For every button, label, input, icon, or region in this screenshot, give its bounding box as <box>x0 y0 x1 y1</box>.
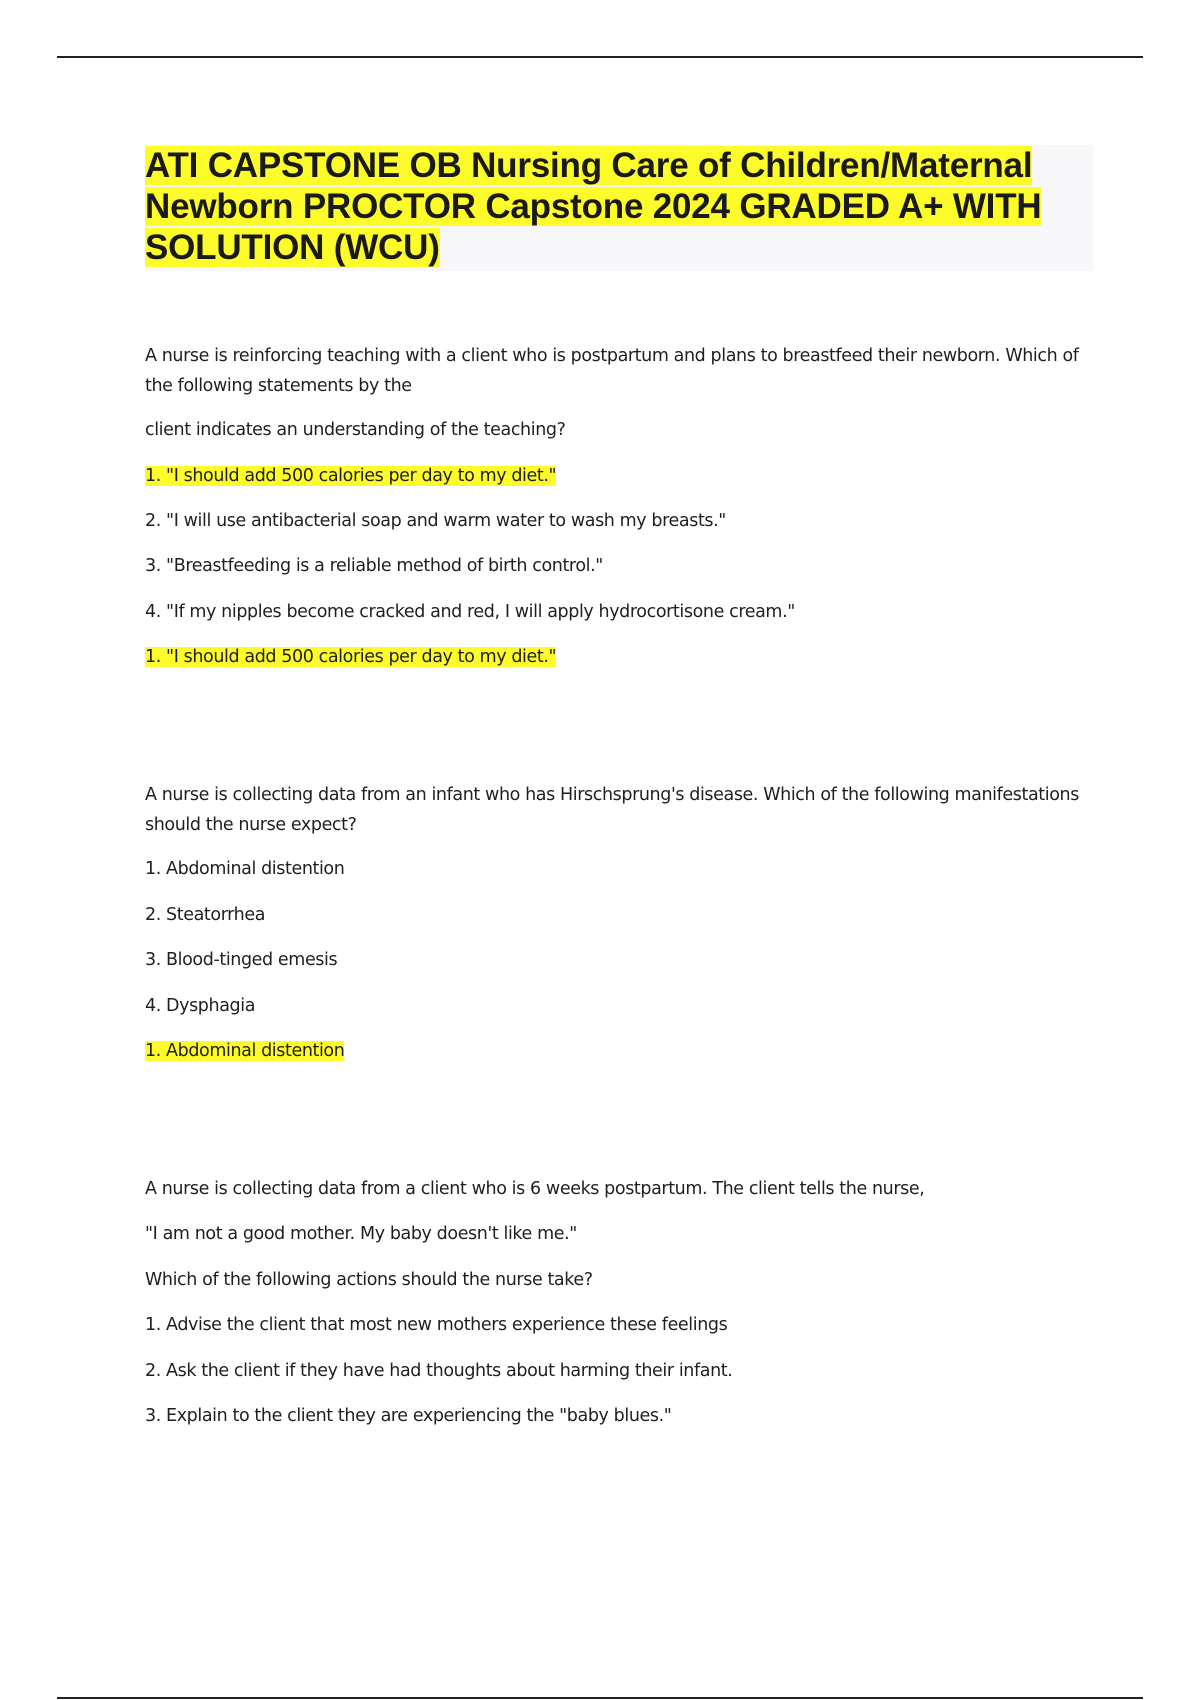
question-2-stem: A nurse is collecting data from an infant who has Hirschsprung's disease. Which of the following manifestations should the nurse expect? <box>145 785 1079 835</box>
question-1-option-1-text: 1. "I should add 500 calories per day to my diet." <box>145 466 557 486</box>
bottom-rule <box>57 1697 1143 1699</box>
question-1-option-2: 2. "I will use antibacterial soap and warm water to wash my breasts." <box>145 511 726 531</box>
document-title-block <box>145 145 1093 271</box>
document-title <box>145 145 1093 268</box>
question-3-option-3: 3. Explain to the client they are experiencing the "baby blues." <box>145 1406 672 1426</box>
question-1-option-4: 4. "If my nipples become cracked and red, I will apply hydrocortisone cream." <box>145 602 795 622</box>
question-2-option-2: 2. Steatorrhea <box>145 905 266 925</box>
question-2-option-3: 3. Blood-tinged emesis <box>145 950 338 970</box>
question-2-answer-text: 1. Abdominal distention <box>145 1041 345 1061</box>
question-1-option-3: 3. "Breastfeeding is a reliable method of birth control." <box>145 556 603 576</box>
question-1-stem-line-1: A nurse is reinforcing teaching with a client who is postpartum and plans to breastfeed their newborn. Which of the following statements by the <box>145 346 1079 396</box>
question-1-option-1 <box>145 461 1085 491</box>
question-2-option-1: 1. Abdominal distention <box>145 859 345 879</box>
document-title-text: ATI CAPSTONE OB Nursing Care of Children/Maternal Newborn PROCTOR Capstone 2024 GRADED A+ WITH SOLUTION (WCU) <box>145 146 1042 267</box>
question-3-stem-line-1: A nurse is collecting data from a client who is 6 weeks postpartum. The client tells the nurse, <box>145 1179 925 1199</box>
question-1-answer-text: 1. "I should add 500 calories per day to my diet." <box>145 647 557 667</box>
question-2-option-4: 4. Dysphagia <box>145 996 256 1016</box>
question-3-stem-line-3: Which of the following actions should the nurse take? <box>145 1270 593 1290</box>
question-3-stem-line-2: "I am not a good mother. My baby doesn't like me." <box>145 1224 577 1244</box>
question-2-answer <box>145 1036 1085 1066</box>
top-rule <box>57 56 1143 58</box>
question-1-answer <box>145 642 1085 672</box>
question-3-option-2: 2. Ask the client if they have had thoughts about harming their infant. <box>145 1361 733 1381</box>
question-3-option-1: 1. Advise the client that most new mothers experience these feelings <box>145 1315 728 1335</box>
question-1-stem-line-2: client indicates an understanding of the teaching? <box>145 420 566 440</box>
